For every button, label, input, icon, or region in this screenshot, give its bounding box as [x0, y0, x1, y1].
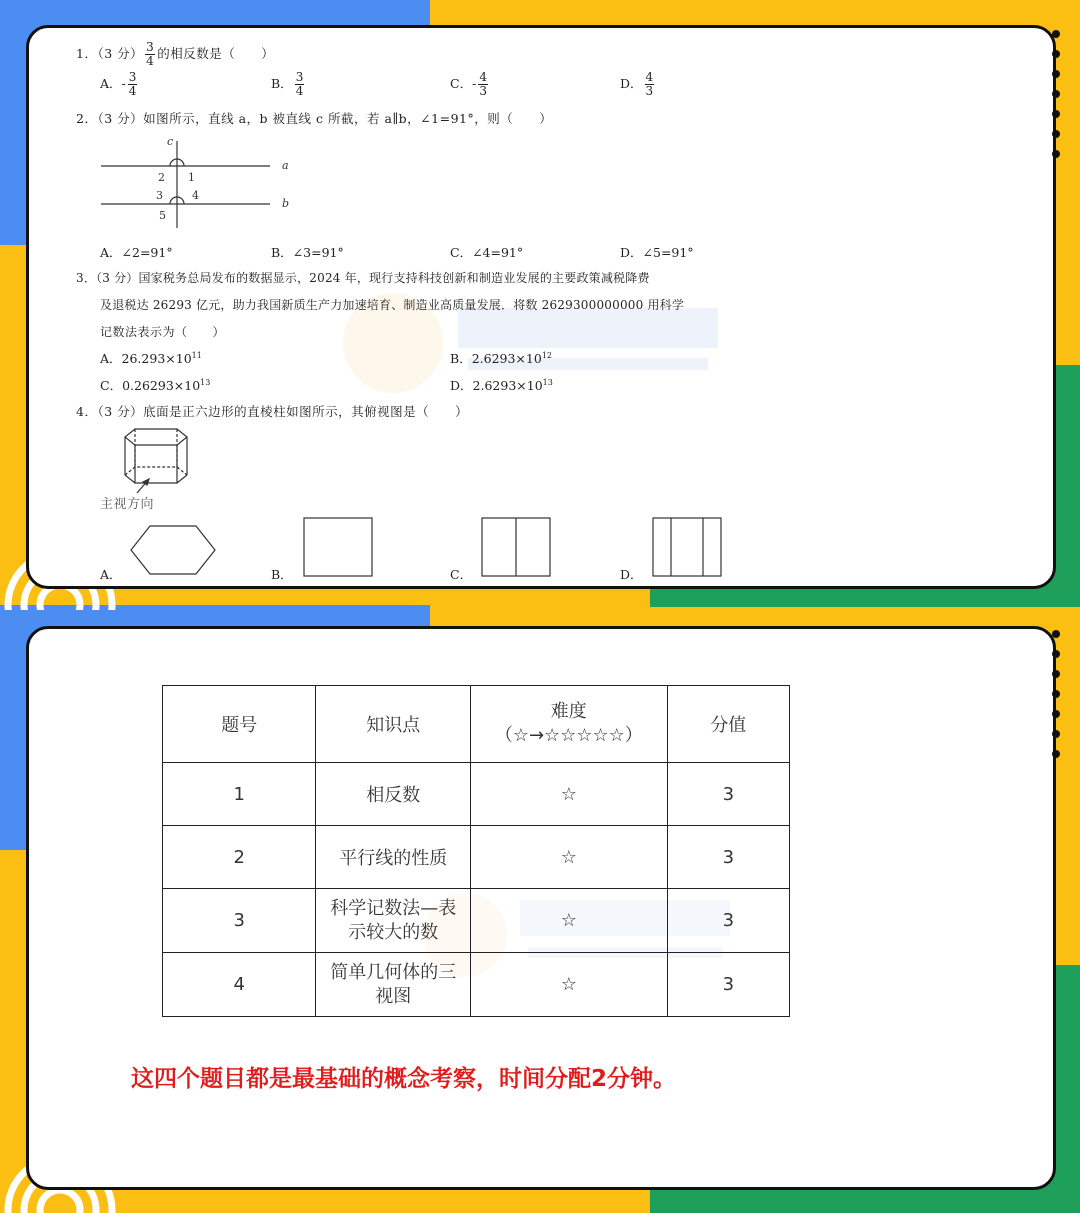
cell-no: 3	[163, 889, 316, 953]
binder-rings-bottom	[1046, 628, 1066, 768]
cell-topic: 科学记数法—表示较大的数	[316, 889, 470, 953]
q3-option-d: D．$2.6293\times 10^{13}$	[450, 377, 553, 393]
header-knowledge-point: 知识点	[316, 686, 470, 763]
svg-text:4: 4	[192, 189, 199, 202]
q2-parallel-lines-figure	[98, 133, 298, 233]
header-question-no: 题号	[163, 686, 316, 763]
cell-score: 3	[667, 763, 789, 826]
cell-difficulty: ☆	[470, 763, 667, 826]
q1-option-c: C．- $\frac{4}{3}$	[450, 70, 487, 98]
q2-option-c: C．∠4=91°	[450, 245, 524, 260]
q4-option-b-square	[302, 516, 374, 578]
svg-text:5: 5	[159, 209, 166, 222]
time-allocation-note: 这四个题目都是最基础的概念考察，时间分配2分钟。	[131, 1066, 677, 1092]
cell-difficulty: ☆	[470, 889, 667, 953]
cell-score: 3	[667, 889, 789, 953]
q1-option-d: D． $\frac{4}{3}$	[620, 70, 654, 98]
header-difficulty: 难度 （☆→☆☆☆☆☆）	[470, 686, 667, 763]
difficulty-summary-table	[162, 685, 790, 1017]
q4-option-a: A．	[100, 567, 122, 582]
q2-option-a: A．∠2=91°	[100, 245, 173, 260]
table-row	[163, 763, 790, 826]
q3-stem-line1: 3．（3 分）国家税务总局发布的数据显示，2024 年，现行支持科技创新和制造业发展的主要政策减税降费	[76, 271, 650, 285]
q2-option-b: B．∠3=91°	[271, 245, 344, 260]
table-row	[163, 889, 790, 953]
q3-option-b: B．$2.6293\times 10^{12}$	[450, 350, 552, 366]
cell-topic: 简单几何体的三视图	[316, 953, 470, 1017]
q3-option-c: C．$0.26293\times 10^{13}$	[100, 377, 211, 393]
q1-stem: 1．（3 分） $\frac{3}{4}$ 的相反数是（ ）	[76, 40, 275, 68]
header-score: 分值	[667, 686, 789, 763]
cell-difficulty: ☆	[470, 826, 667, 889]
q4-option-d-rect-two-lines	[651, 516, 723, 578]
q3-option-a: A．$26.293\times 10^{11}$	[100, 350, 202, 366]
cell-topic: 平行线的性质	[316, 826, 470, 889]
q1-option-b: B． $\frac{3}{4}$	[271, 70, 304, 98]
q4-option-a-hexagon	[128, 523, 218, 578]
svg-text:3: 3	[156, 189, 163, 202]
q4-hexagonal-prism-figure	[115, 425, 195, 495]
svg-text:1: 1	[188, 171, 195, 184]
q4-option-c-rect-one-line	[480, 516, 552, 578]
cell-no: 1	[163, 763, 316, 826]
q4-option-d: D．	[620, 567, 643, 582]
table-header-row	[163, 686, 790, 763]
table-row	[163, 953, 790, 1017]
q4-figure-caption: 主视方向	[100, 497, 155, 512]
q3-stem-line3: 记数法表示为（ ）	[100, 325, 226, 339]
questions-card	[26, 25, 1056, 589]
cell-score: 3	[667, 953, 789, 1017]
q1-fraction: $\frac{3}{4}$	[146, 40, 155, 68]
cell-topic: 相反数	[316, 763, 470, 826]
svg-text:2: 2	[158, 171, 165, 184]
q2-option-d: D．∠5=91°	[620, 245, 694, 260]
q1-option-a: A．- $\frac{3}{4}$	[100, 70, 137, 98]
q4-option-b: B．	[271, 567, 293, 582]
cell-no: 4	[163, 953, 316, 1017]
binder-rings-top	[1046, 28, 1066, 168]
table-row	[163, 826, 790, 889]
svg-text:c: c	[167, 135, 174, 148]
q4-stem: 4．（3 分）底面是正六边形的直棱柱如图所示，其俯视图是（ ）	[76, 404, 469, 419]
q2-stem: 2．（3 分）如图所示，直线 a，b 被直线 c 所截，若 a∥b，∠1=91°，则（ ）	[76, 111, 553, 126]
q4-option-c: C．	[450, 567, 473, 582]
svg-text:b: b	[282, 197, 290, 210]
cell-score: 3	[667, 826, 789, 889]
cell-no: 2	[163, 826, 316, 889]
cell-difficulty: ☆	[470, 953, 667, 1017]
q3-stem-line2: 及退税达 26293 亿元，助力我国新质生产力加速培育、制造业高质量发展．将数 2629300000000 用科学	[100, 298, 685, 312]
svg-text:a: a	[282, 159, 289, 172]
